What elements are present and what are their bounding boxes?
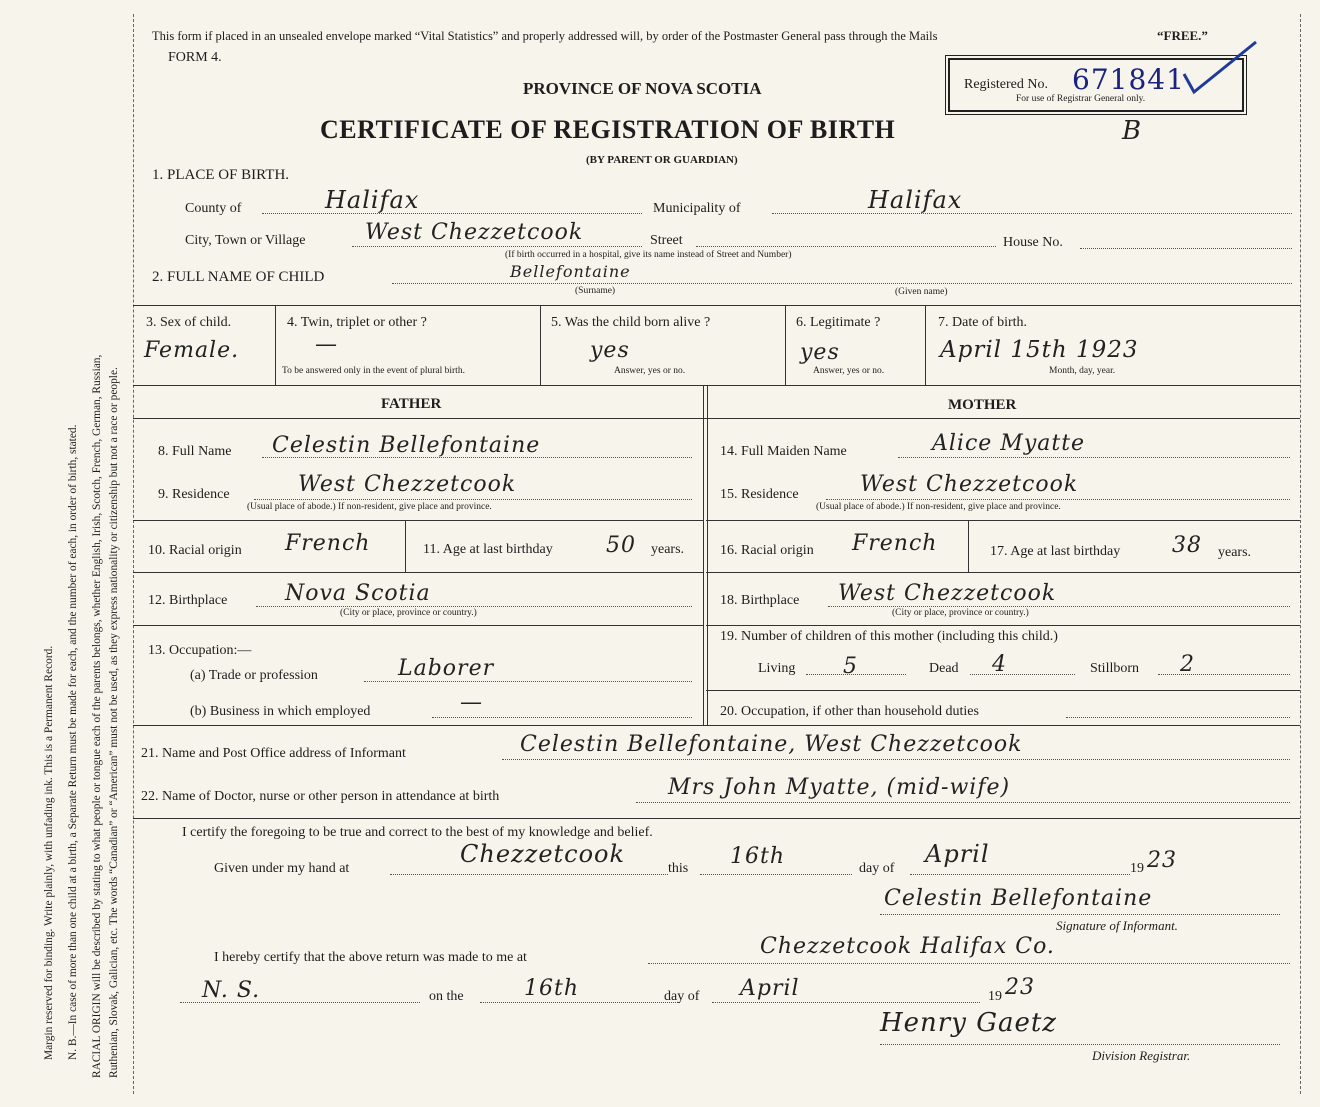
doctor-label: 22. Name of Doctor, nurse or other person in attendance at birth xyxy=(141,789,500,804)
registrar-ns-value: N. S. xyxy=(202,978,261,1003)
municipality-label: Municipality of xyxy=(653,201,741,216)
father-rule-3 xyxy=(133,625,703,626)
registrar-place-value: Chezzetcook Halifax Co. xyxy=(760,934,1055,959)
father-rule xyxy=(133,520,703,521)
child-name-label: 2. FULL NAME OF CHILD xyxy=(152,269,325,285)
divider xyxy=(785,305,786,385)
day-of-label: day of xyxy=(859,861,895,876)
father-age-label: 11. Age at last birthday xyxy=(423,542,553,557)
county-value: Halifax xyxy=(325,186,420,214)
children-count-label: 19. Number of children of this mother (including this child.) xyxy=(720,629,1058,644)
center-divider xyxy=(703,385,708,725)
city-line xyxy=(352,246,642,247)
informant-value: Celestin Bellefontaine, West Chezzetcook xyxy=(520,732,1023,757)
this-label: this xyxy=(668,861,689,876)
date-of-birth-label: 7. Date of birth. xyxy=(938,315,1028,330)
reg-year-prefix: 19 xyxy=(988,989,1002,1004)
reg-month-line xyxy=(712,1002,980,1003)
mother-rule-2 xyxy=(706,572,1300,573)
mother-residence-note: (Usual place of abode.) If non-resident, give place and province. xyxy=(816,502,1061,512)
free-notice: “FREE.” xyxy=(1157,28,1208,43)
date-of-birth-note: Month, day, year. xyxy=(1049,366,1116,376)
doctor-value: Mrs John Myatte, (mid-wife) xyxy=(668,775,1011,800)
mother-residence-value: West Chezzetcook xyxy=(860,472,1079,497)
father-residence-value: West Chezzetcook xyxy=(298,472,517,497)
father-birthplace-value: Nova Scotia xyxy=(285,581,431,606)
mother-name-label: 14. Full Maiden Name xyxy=(720,444,847,459)
mother-rule xyxy=(706,520,1300,521)
mother-residence-line xyxy=(826,499,1290,500)
sex-value: Female. xyxy=(144,338,240,363)
father-birthplace-line xyxy=(256,606,692,607)
municipality-line xyxy=(772,213,1292,214)
business-line xyxy=(432,717,692,718)
given-place-line xyxy=(390,874,668,875)
mother-age-label: 17. Age at last birthday xyxy=(990,544,1121,559)
twin-label: 4. Twin, triplet or other ? xyxy=(287,315,427,330)
informant-signature: Celestin Bellefontaine xyxy=(884,886,1153,911)
given-name-caption: (Given name) xyxy=(895,287,948,297)
date-of-birth-value: April 15th 1923 xyxy=(940,337,1139,363)
stillborn-label: Stillborn xyxy=(1090,661,1140,676)
father-heading: FATHER xyxy=(381,396,442,412)
stillborn-line xyxy=(1158,674,1290,675)
reg-day-of-label: day of xyxy=(664,989,700,1004)
mother-rule-3 xyxy=(706,625,1300,626)
municipality-value: Halifax xyxy=(868,186,963,214)
margin-note-3: RACIAL ORIGIN will be described by stating to what people or tongue each of the parents belongs, whether English, Irish, Scotch, French, German, Russian, xyxy=(91,354,103,1078)
reg-day-value: 16th xyxy=(524,976,580,1001)
on-the-label: on the xyxy=(429,989,464,1004)
father-name-label: 8. Full Name xyxy=(158,444,232,459)
registrar-statement: I hereby certify that the above return was made to me at xyxy=(214,950,527,965)
mother-residence-label: 15. Residence xyxy=(720,487,799,502)
registrar-signature: Henry Gaetz xyxy=(880,1008,1057,1038)
house-line xyxy=(1080,248,1292,249)
father-birthplace-note: (City or place, province or country.) xyxy=(340,608,477,618)
registrar-note: For use of Registrar General only. xyxy=(1016,94,1146,104)
surname-caption: (Surname) xyxy=(575,286,616,296)
corner-mark: B xyxy=(1122,116,1143,146)
stillborn-value: 2 xyxy=(1180,652,1195,677)
twin-value: — xyxy=(315,332,338,357)
dead-value: 4 xyxy=(992,652,1007,677)
city-label: City, Town or Village xyxy=(185,233,306,248)
mother-race-label: 16. Racial origin xyxy=(720,543,814,558)
father-rule-2 xyxy=(133,572,703,573)
doctor-line xyxy=(636,802,1290,803)
father-residence-note: (Usual place of abode.) If non-resident, give place and province. xyxy=(247,502,492,512)
alive-note: Answer, yes or no. xyxy=(614,366,686,376)
mother-birthplace-value: West Chezzetcook xyxy=(838,581,1057,606)
registered-number: 671841 xyxy=(1072,63,1185,96)
mother-race-value: French xyxy=(852,531,938,556)
mother-occupation-line xyxy=(1066,717,1290,718)
father-race-label: 10. Racial origin xyxy=(148,543,242,558)
province-heading: PROVINCE OF NOVA SCOTIA xyxy=(523,79,762,98)
mother-years-label: years. xyxy=(1218,545,1252,560)
month-value: April xyxy=(925,840,990,868)
house-number-label: House No. xyxy=(1003,235,1063,250)
right-border xyxy=(1300,14,1301,1094)
place-of-birth-label: 1. PLACE OF BIRTH. xyxy=(152,167,290,183)
margin-note-4: Ruthenian, Slovak, Galician, etc. The words “Canadian” or “American” must not be used, as they express nationality or citizenship but not a race or people. xyxy=(108,367,120,1078)
heading-rule xyxy=(133,418,1300,419)
mother-name-line xyxy=(898,457,1290,458)
hospital-note: (If birth occurred in a hospital, give its name instead of Street and Number) xyxy=(505,250,792,260)
living-value: 5 xyxy=(843,654,858,679)
given-label: Given under my hand at xyxy=(214,861,350,876)
divider xyxy=(540,305,541,385)
mother-age-value: 38 xyxy=(1172,533,1202,558)
informant-line xyxy=(502,759,1290,760)
certificate-subtitle: (BY PARENT OR GUARDIAN) xyxy=(586,154,738,166)
city-value: West Chezzetcook xyxy=(365,220,584,245)
reg-day-line xyxy=(480,1002,680,1003)
day-line xyxy=(700,874,852,875)
row-top-rule xyxy=(133,305,1300,306)
mother-name-value: Alice Myatte xyxy=(932,431,1086,456)
trade-value: Laborer xyxy=(398,656,495,681)
registrar-ns-line xyxy=(180,1002,420,1003)
mother-occupation-label: 20. Occupation, if other than household duties xyxy=(720,704,979,719)
father-years-label: years. xyxy=(651,542,685,557)
signature-caption: Signature of Informant. xyxy=(1056,918,1178,933)
form-number: FORM 4. xyxy=(168,50,222,65)
row-bottom-rule xyxy=(133,385,1300,386)
check-mark-icon xyxy=(1180,40,1260,96)
day-value: 16th xyxy=(730,844,786,869)
registrar-signature-line xyxy=(880,1044,1280,1045)
child-name-line xyxy=(392,283,1292,284)
registrar-place-line xyxy=(648,963,1290,964)
mail-notice: This form if placed in an unsealed envelope marked “Vital Statistics” and properly addressed will, by order of the Postmaster General pass through the Mails xyxy=(152,29,938,43)
alive-value: yes xyxy=(590,338,630,363)
alive-label: 5. Was the child born alive ? xyxy=(551,315,711,330)
mother-rule-4 xyxy=(706,690,1300,691)
mother-age-divider xyxy=(968,520,969,572)
living-label: Living xyxy=(758,661,796,676)
certify-statement: I certify the foregoing to be true and correct to the best of my knowledge and belief. xyxy=(182,825,653,840)
margin-note-2: N. B.—In case of more than one child at a birth, a Separate Return must be made for each, and the number of each, in order of birth, stated. xyxy=(67,424,79,1060)
left-border xyxy=(133,14,134,1094)
margin-note-1: Margin reserved for binding. Write plainly, with unfading ink. This is a Permanent Record. xyxy=(43,645,55,1060)
divider xyxy=(925,305,926,385)
father-name-value: Celestin Bellefontaine xyxy=(272,433,541,458)
parents-bottom-rule xyxy=(133,725,1300,726)
county-line xyxy=(262,213,642,214)
reg-year-value: 23 xyxy=(1005,975,1035,1000)
registrar-caption: Division Registrar. xyxy=(1092,1048,1191,1063)
trade-line xyxy=(364,681,692,682)
legitimate-label: 6. Legitimate ? xyxy=(796,315,881,330)
divider xyxy=(275,305,276,385)
informant-label: 21. Name and Post Office address of Informant xyxy=(141,746,406,761)
business-value: — xyxy=(460,690,483,715)
twin-note: To be answered only in the event of plural birth. xyxy=(282,366,465,376)
year-value: 23 xyxy=(1147,848,1177,873)
occupation-label: 13. Occupation:— xyxy=(148,643,252,658)
county-label: County of xyxy=(185,201,242,216)
month-line xyxy=(910,874,1130,875)
given-place-value: Chezzetcook xyxy=(460,840,626,868)
dead-label: Dead xyxy=(929,661,959,676)
father-race-value: French xyxy=(285,531,371,556)
trade-label: (a) Trade or profession xyxy=(190,668,318,683)
sex-label: 3. Sex of child. xyxy=(146,315,232,330)
mother-birthplace-label: 18. Birthplace xyxy=(720,593,800,608)
father-age-value: 50 xyxy=(606,533,636,558)
father-residence-line xyxy=(254,499,692,500)
certificate-title: CERTIFICATE OF REGISTRATION OF BIRTH xyxy=(320,115,896,144)
father-age-divider xyxy=(405,520,406,572)
dead-line xyxy=(970,674,1075,675)
registered-label: Registered No. xyxy=(964,77,1048,92)
mother-heading: MOTHER xyxy=(948,397,1017,413)
reg-month-value: April xyxy=(740,976,800,1001)
business-label: (b) Business in which employed xyxy=(190,704,371,719)
mother-birthplace-line xyxy=(828,606,1290,607)
certify-rule xyxy=(133,818,1300,819)
street-line xyxy=(696,246,996,247)
legitimate-note: Answer, yes or no. xyxy=(813,366,885,376)
street-label: Street xyxy=(650,233,683,248)
father-birthplace-label: 12. Birthplace xyxy=(148,593,228,608)
mother-birthplace-note: (City or place, province or country.) xyxy=(892,608,1029,618)
surname-value: Bellefontaine xyxy=(510,262,631,281)
informant-signature-line xyxy=(880,914,1280,915)
legitimate-value: yes xyxy=(800,340,840,365)
father-residence-label: 9. Residence xyxy=(158,487,230,502)
year-prefix: 19 xyxy=(1130,861,1144,876)
